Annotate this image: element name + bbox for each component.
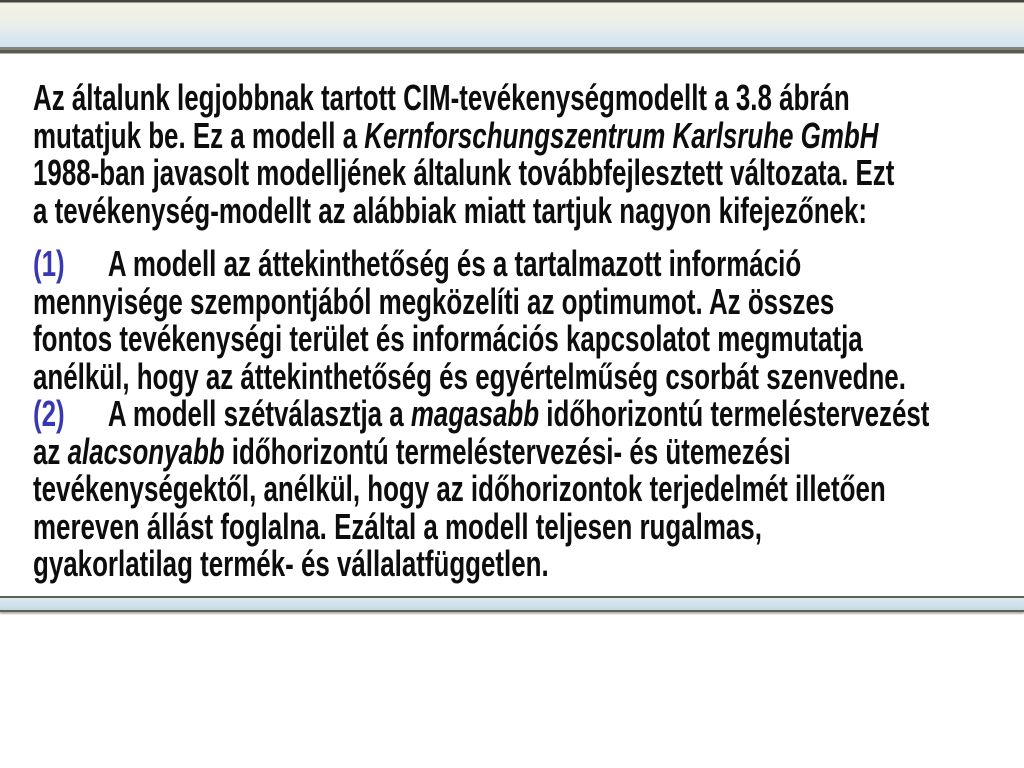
point1-line-1: A modell az áttekinthetőség és a tartalmazott információ xyxy=(107,243,802,284)
intro-line-2-regular: mutatjuk be. Ez a modell a xyxy=(33,114,365,156)
text-line xyxy=(33,395,1024,433)
text-line xyxy=(33,245,1024,283)
text-line xyxy=(33,545,1024,583)
intro-line-4: a tevékenység-modellt az alábbiak miatt tartjuk nagyon kifejezőnek: xyxy=(33,189,868,231)
point2-line-1-tail: időhorizontú termeléstervezést xyxy=(539,393,930,434)
text-line xyxy=(33,430,1024,472)
emphasis-company-name: Kernforschungszentrum Karlsruhe GmbH xyxy=(364,114,879,156)
emphasis-alacsonyabb: alacsonyabb xyxy=(67,430,225,472)
point1-line-4: anélkül, hogy az áttekinthetőség és egyértelműség csorbát szenvedne. xyxy=(33,355,906,397)
intro-line-1: Az általunk legjobbnak tartott CIM-tevékenységmodellt a 3.8 ábrán xyxy=(33,77,850,118)
text-line xyxy=(33,189,1024,231)
text-line xyxy=(33,280,1024,322)
point2-line-2-tail: időhorizontú termeléstervezési- és ütemezési xyxy=(224,430,791,472)
point2-line-4: mereven állást foglalna. Ezáltal a modell teljesen rugalmas, xyxy=(33,505,762,547)
text-line xyxy=(33,355,1024,397)
point1-line-3: fontos tevékenységi terület és információs kapcsolatot megmutatja xyxy=(33,318,863,359)
bottom-accent-bar xyxy=(0,596,1024,612)
text-line xyxy=(33,154,1024,192)
point2-line-5: gyakorlatilag termék- és vállalatfüggetlen. xyxy=(33,543,549,584)
point2-line-2-regular: az xyxy=(33,430,68,472)
text-line xyxy=(33,79,1024,117)
emphasis-magasabb: magasabb xyxy=(410,393,540,434)
point-number-1: (1) xyxy=(33,243,65,284)
text-line xyxy=(33,505,1024,547)
paragraph-point-2 xyxy=(33,395,1024,583)
point-number-2: (2) xyxy=(33,393,65,434)
text-line xyxy=(33,320,1024,358)
paragraph-intro xyxy=(33,79,1024,229)
text-line xyxy=(33,114,1024,156)
intro-line-3: 1988-ban javasolt modelljének általunk továbbfejlesztett változata. Ezt xyxy=(33,152,895,193)
top-band-highlight-line xyxy=(0,2,1024,3)
slide-body-text xyxy=(33,79,1024,583)
paragraph-point-1 xyxy=(33,245,1024,395)
point1-line-2: mennyisége szempontjából megközelíti az optimumot. Az összes xyxy=(33,280,835,322)
point2-line-1-regular: A modell szétválasztja a xyxy=(107,393,411,434)
top-gradient-band xyxy=(0,0,1024,53)
text-line xyxy=(33,470,1024,508)
point2-line-3: tevékenységektől, anélkül, hogy az időhorizontok terjedelmét illetően xyxy=(33,468,886,509)
